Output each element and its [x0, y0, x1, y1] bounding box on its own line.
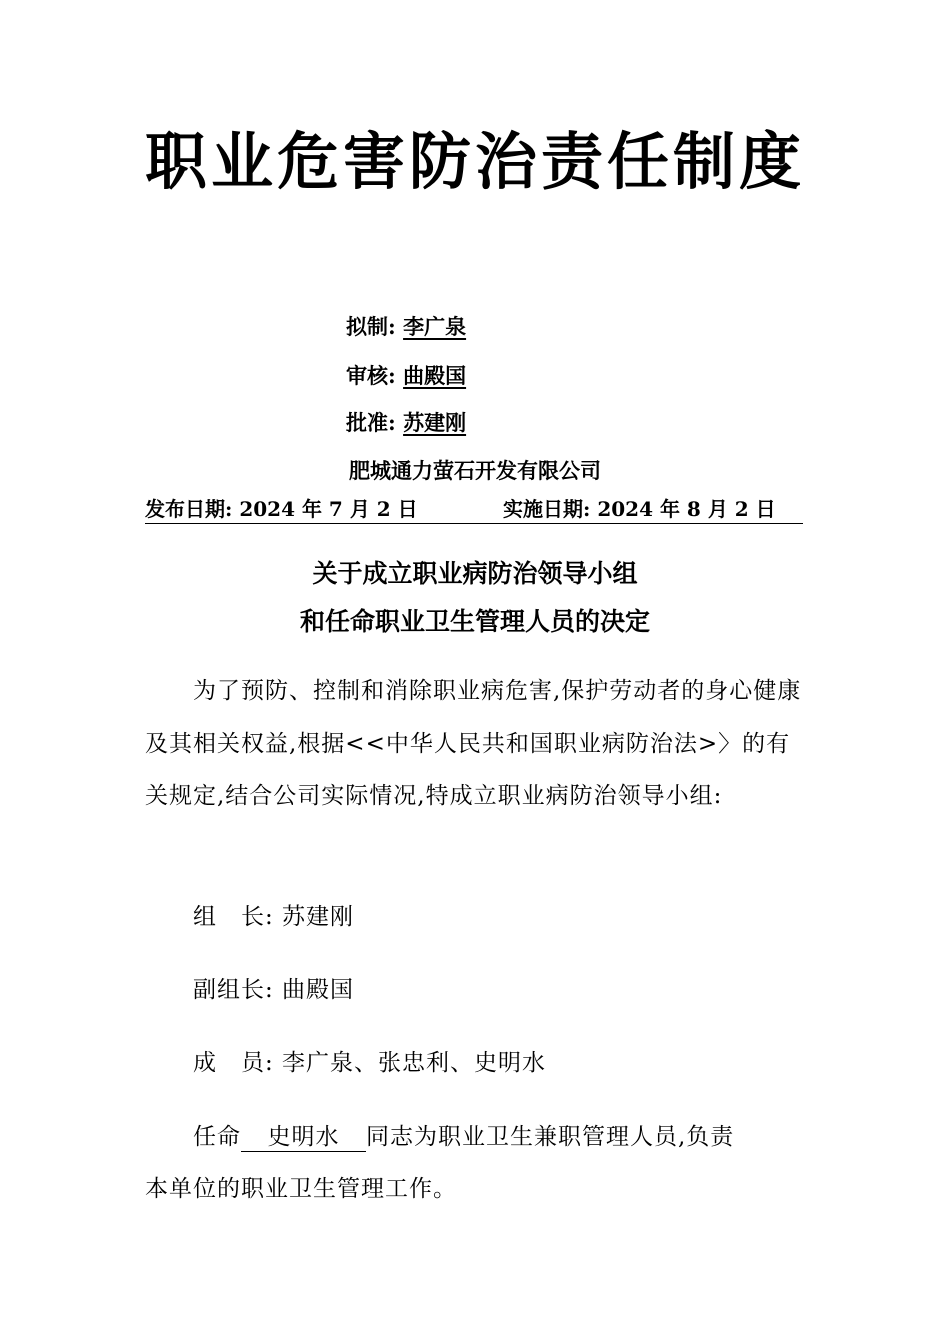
date-line — [145, 495, 803, 524]
document-title: 职业危害防治责任制度 — [144, 125, 805, 198]
approved-by: 苏建刚 — [403, 410, 467, 435]
issue-date: 发布日期: 2024 年 7 月 2 日 — [145, 497, 418, 521]
leader-line: 组 长: 苏建刚 — [193, 904, 355, 930]
drafted-by: 李广泉 — [403, 314, 467, 339]
appoint-line — [193, 1120, 734, 1154]
drafted-label: 拟制: — [346, 314, 396, 339]
decision-intro: 为了预防、控制和消除职业病危害,保护劳动者的身心健康及其相关权益,根据<<中华人民共和国职业病防治法>〉的有关规定,结合公司实际情况,特成立职业病防治领导小组: — [145, 678, 802, 809]
reviewed-by: 曲殿国 — [403, 363, 467, 388]
members-line: 成 员: 李广泉、张忠利、史明水 — [193, 1050, 547, 1076]
appoint-name: 史明水 — [241, 1123, 366, 1152]
approved-row — [346, 408, 466, 438]
decision-title-line2: 和任命职业卫生管理人员的决定 — [299, 607, 650, 636]
deputy-line: 副组长: 曲殿国 — [193, 977, 355, 1003]
appoint-prefix: 任命 — [193, 1124, 241, 1150]
decision-title-line1: 关于成立职业病防治领导小组 — [312, 559, 638, 588]
reviewed-label: 审核: — [346, 363, 396, 388]
drafted-row — [346, 312, 466, 342]
implement-date: 实施日期: 2024 年 8 月 2 日 — [503, 497, 776, 521]
company-name: 肥城通力萤石开发有限公司 — [349, 458, 601, 483]
approved-label: 批准: — [346, 410, 396, 435]
reviewed-row — [346, 361, 466, 391]
appoint-line-2: 本单位的职业卫生管理工作。 — [145, 1176, 457, 1202]
appoint-suffix: 同志为职业卫生兼职管理人员,负责 — [366, 1124, 735, 1150]
